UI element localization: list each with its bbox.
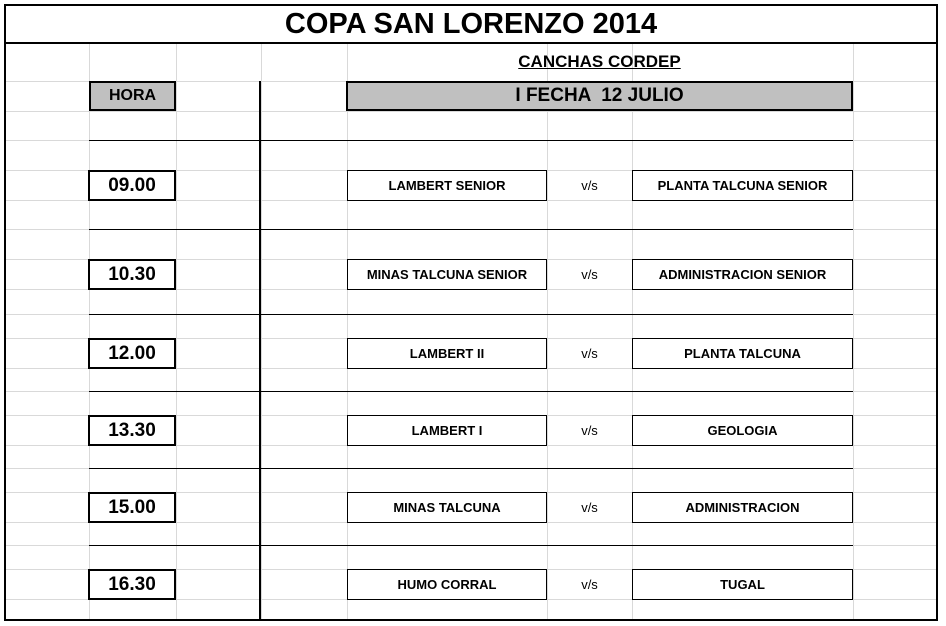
row-separator <box>89 140 853 141</box>
match-time: 15.00 <box>88 492 176 523</box>
home-team: LAMBERT SENIOR <box>347 170 547 201</box>
match-time: 09.00 <box>88 170 176 201</box>
versus-label: v/s <box>581 423 598 438</box>
away-team: TUGAL <box>632 569 853 600</box>
versus-label: v/s <box>581 500 598 515</box>
away-team: PLANTA TALCUNA SENIOR <box>632 170 853 201</box>
row-separator <box>89 468 853 469</box>
home-team: MINAS TALCUNA <box>347 492 547 523</box>
away-team: GEOLOGIA <box>632 415 853 446</box>
venue-subtitle: CANCHAS CORDEP <box>518 52 681 71</box>
row-separator <box>89 545 853 546</box>
home-team: LAMBERT I <box>347 415 547 446</box>
versus-label: v/s <box>581 346 598 361</box>
hora-column-header: HORA <box>89 81 176 111</box>
match-time: 12.00 <box>88 338 176 369</box>
versus-label: v/s <box>581 178 598 193</box>
fecha-column-header: I FECHA 12 JULIO <box>346 81 853 111</box>
home-team: MINAS TALCUNA SENIOR <box>347 259 547 290</box>
away-team: ADMINISTRACION SENIOR <box>632 259 853 290</box>
match-time: 16.30 <box>88 569 176 600</box>
match-time: 13.30 <box>88 415 176 446</box>
column-divider <box>259 81 261 621</box>
row-separator <box>89 229 853 230</box>
away-team: PLANTA TALCUNA <box>632 338 853 369</box>
page-title: COPA SAN LORENZO 2014 <box>4 4 938 44</box>
row-separator <box>89 391 853 392</box>
versus-label: v/s <box>581 267 598 282</box>
home-team: LAMBERT II <box>347 338 547 369</box>
row-separator <box>89 314 853 315</box>
versus-label: v/s <box>581 577 598 592</box>
home-team: HUMO CORRAL <box>347 569 547 600</box>
match-time: 10.30 <box>88 259 176 290</box>
away-team: ADMINISTRACION <box>632 492 853 523</box>
